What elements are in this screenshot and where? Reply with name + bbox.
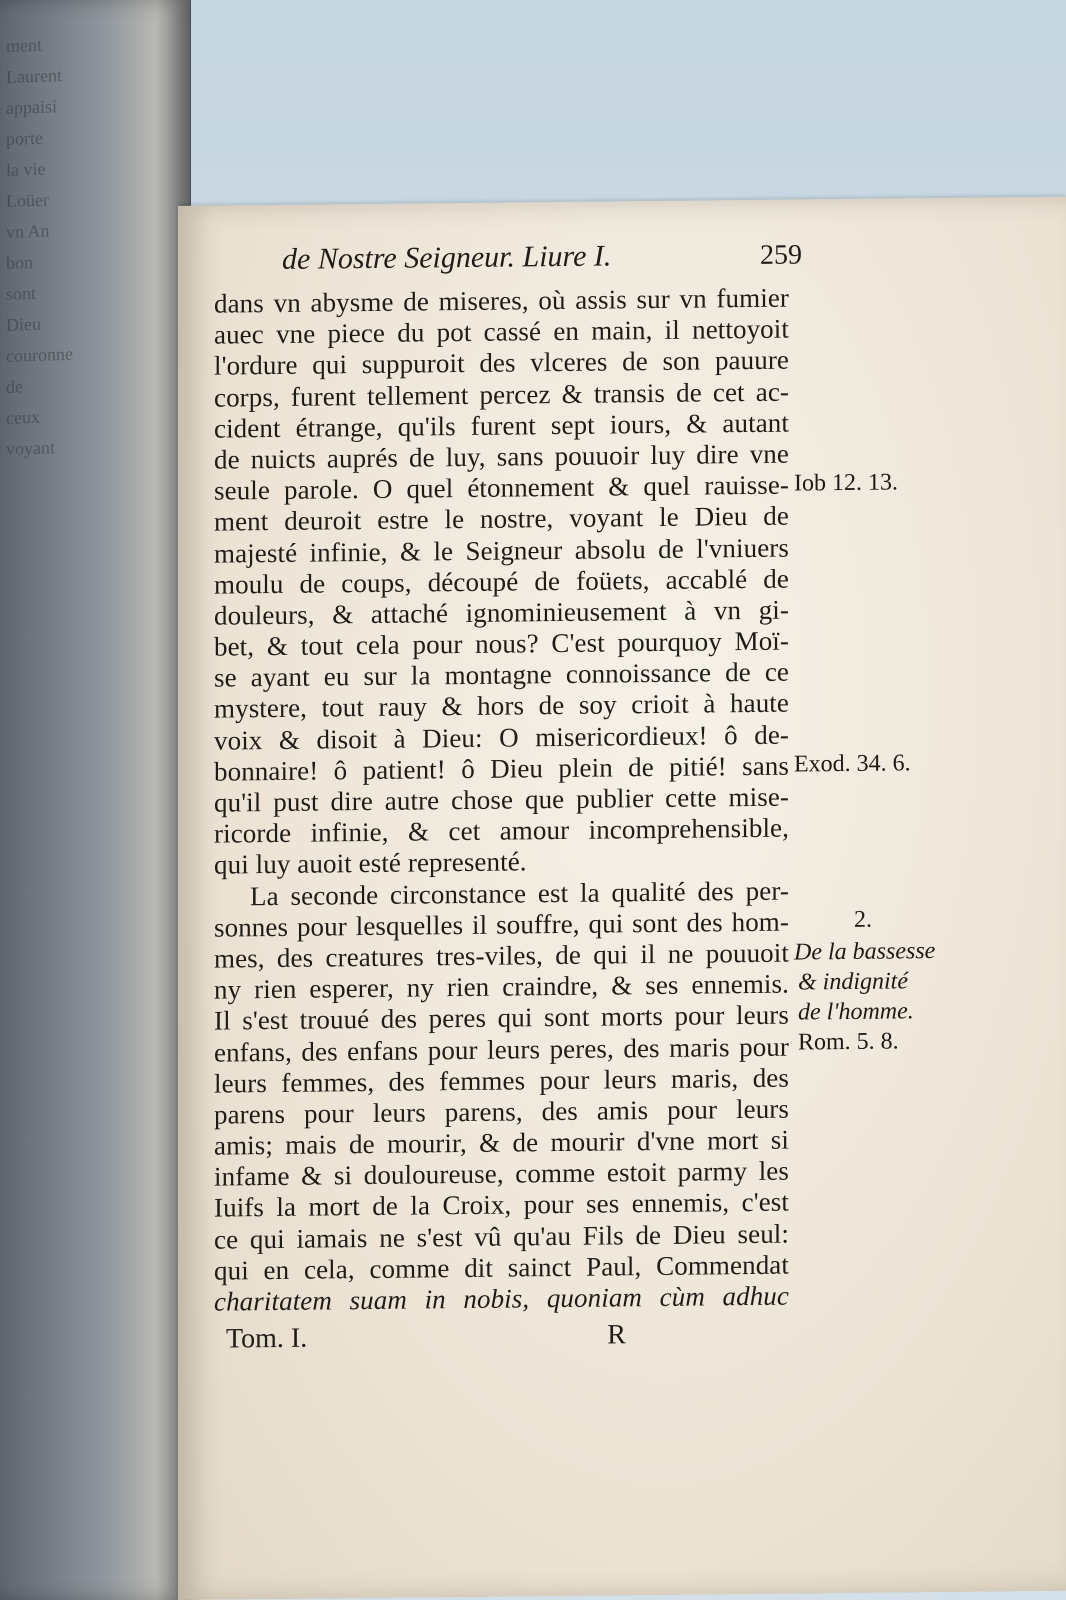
page-number: 259	[760, 239, 802, 271]
body-line: de nuicts auprés de luy, sans pouuoir luy dire vne	[214, 438, 789, 475]
margin-note-job: Iob 12. 13.	[794, 469, 898, 497]
running-head	[282, 237, 802, 287]
text-block	[214, 238, 802, 1364]
body-line: La seconde circonstance est la qualité des per-	[250, 875, 789, 911]
body-line: qui en cela, comme dit sainct Paul, Commendat	[214, 1249, 789, 1286]
body-line: majesté infinie, & le Seigneur absolu de l'vniuers	[214, 532, 789, 569]
body-line: parens pour leurs parens, des amis pour leurs	[214, 1093, 789, 1130]
running-title: de Nostre Seigneur. Liure I.	[282, 239, 612, 276]
body-line: leurs femmes, des femmes pour leurs maris, des	[214, 1062, 789, 1099]
body-line: cident étrange, qu'ils furent sept iours, & autant	[214, 407, 789, 444]
margin-note-section-title: De la bassesse	[794, 938, 936, 966]
signature-mark: R	[607, 1319, 626, 1351]
body-line: ment deuroit estre le nostre, voyant le Dieu de	[214, 500, 789, 537]
margin-note-rom: Rom. 5. 8.	[798, 1028, 899, 1056]
body-line: ny rien esperer, ny rien craindre, & ses ennemis.	[214, 968, 789, 1005]
body-line: l'ordure qui suppuroit des vlceres de son pauure	[214, 344, 789, 381]
book-page	[178, 197, 1066, 1600]
body-line: bet, & tout cela pour nous? C'est pourquoy Moï-	[214, 625, 789, 662]
body-line: Il s'est trouué des peres qui sont morts pour leurs	[214, 999, 789, 1036]
body-line: voix & disoit à Dieu: O misericordieux! ô de-	[214, 719, 789, 756]
left-facing-page	[0, 0, 191, 1600]
volume-mark: Tom. I.	[226, 1322, 308, 1355]
margin-note-section-title: de l'homme.	[798, 998, 914, 1026]
body-line: qui luy auoit esté representé.	[214, 846, 527, 880]
left-page-text-fragments: ment Laurent appaisi porte la vie Loüer vn An bon sont Dieu couronne de ceux voyant	[6, 34, 73, 459]
body-line: mes, des creatures tres-viles, de qui il ne pouuoit	[214, 937, 789, 974]
body-line: dans vn abysme de miseres, où assis sur vn fumier	[214, 282, 789, 319]
body-line: corps, furent tellement percez & transis de cet ac-	[214, 376, 789, 413]
body-line: se ayant eu sur la montagne connoissance de ce	[214, 656, 789, 693]
body-line: sonnes pour lesquelles il souffre, qui sont des hom-	[214, 906, 789, 943]
body-line: auec vne piece du pot cassé en main, il nettoyoit	[214, 313, 789, 350]
page-footer	[214, 1318, 789, 1364]
body-line: qu'il pust dire autre chose que publier cette mise-	[214, 781, 789, 818]
body-line: ce qui iamais ne s'est vû qu'au Fils de Dieu seul:	[214, 1218, 789, 1255]
body-line: enfans, des enfans pour leurs peres, des maris pour	[214, 1031, 789, 1068]
body-line: douleurs, & attaché ignominieusement à vn gi-	[214, 594, 789, 631]
body-line: charitatem suam in nobis, quoniam cùm adhuc	[214, 1280, 789, 1317]
margin-note-section-number: 2.	[854, 906, 872, 933]
body-line: Iuifs la mort de la Croix, pour ses ennemis, c'est	[214, 1187, 789, 1224]
body-line: amis; mais de mourir, & de mourir d'vne mort si	[214, 1124, 789, 1161]
margin-note-exod: Exod. 34. 6.	[794, 750, 911, 778]
body-line: ricorde infinie, & cet amour incomprehensible,	[214, 812, 789, 849]
body-line: bonnaire! ô patient! ô Dieu plein de pitié! sans	[214, 750, 789, 787]
body-line: moulu de coups, découpé de foüets, accablé de	[214, 563, 789, 600]
body-line: seule parole. O quel étonnement & quel rauisse-	[214, 469, 789, 506]
body-line: infame & si douloureuse, comme estoit parmy les	[214, 1155, 789, 1192]
body-line: mystere, tout rauy & hors de soy crioit à haute	[214, 688, 789, 725]
margin-note-section-title: & indignité	[798, 968, 908, 996]
